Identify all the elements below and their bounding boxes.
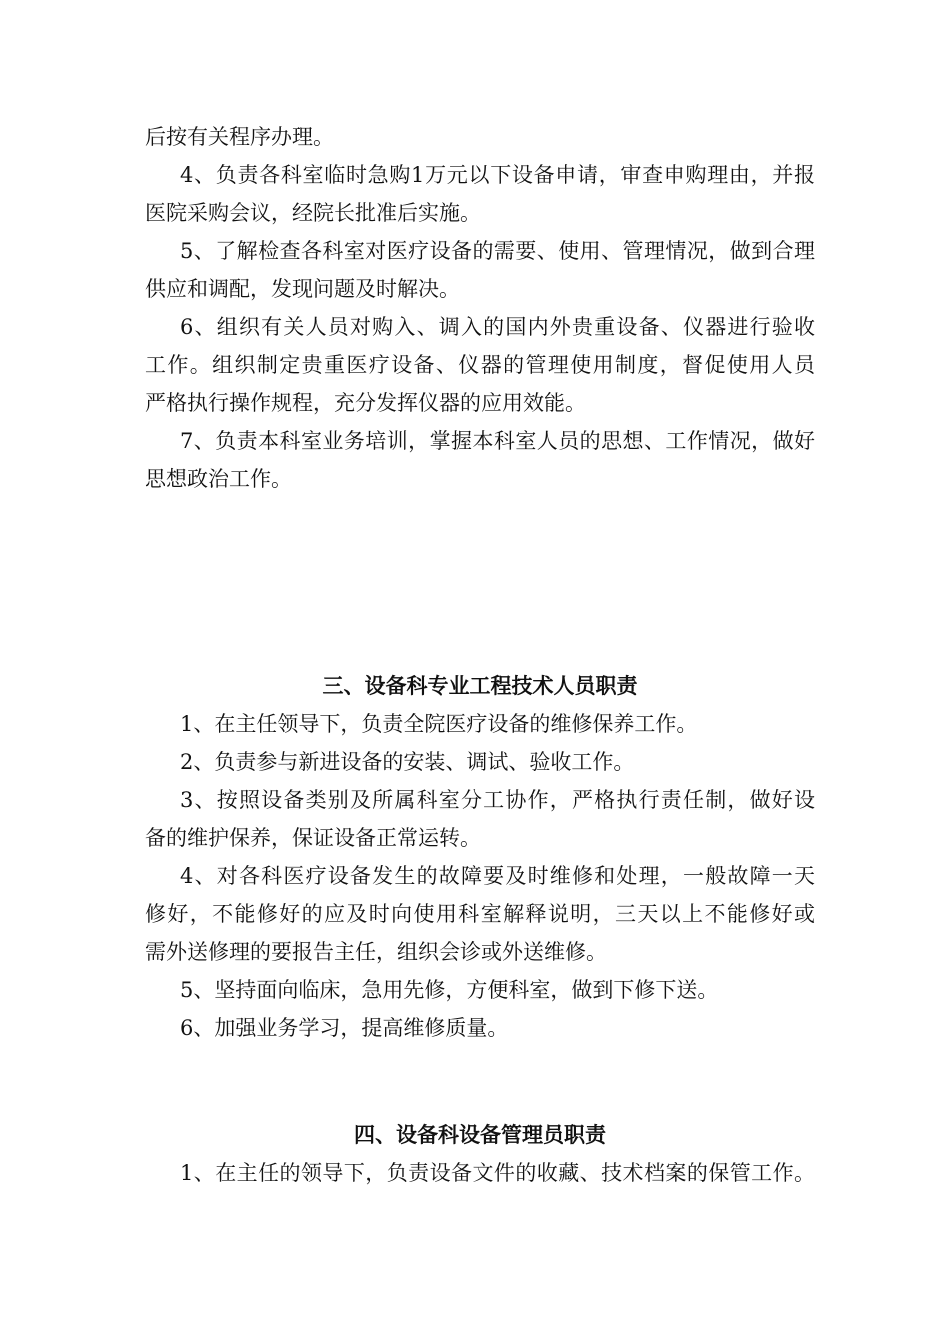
paragraph-line: 1、在主任的领导下，负责设备文件的收藏、技术档案的保管工作。: [180, 1161, 815, 1185]
paragraph-line: 5、了解检查各科室对医疗设备的需要、使用、管理情况，做到合理: [180, 239, 815, 263]
paragraph-line: 修好，不能修好的应及时向使用科室解释说明，三天以上不能修好或: [145, 902, 815, 926]
paragraph-line: 6、组织有关人员对购入、调入的国内外贵重设备、仪器进行验收: [180, 315, 815, 339]
paragraph-line: 1、在主任领导下，负责全院医疗设备的维修保养工作。: [180, 712, 698, 736]
paragraph-line: 3、按照设备类别及所属科室分工协作，严格执行责任制，做好设: [180, 788, 815, 812]
paragraph-line: 4、对各科医疗设备发生的故障要及时维修和处理，一般故障一天: [180, 864, 815, 888]
paragraph-line: 2、负责参与新进设备的安装、调试、验收工作。: [180, 750, 635, 774]
paragraph-line: 思想政治工作。: [145, 467, 292, 491]
paragraph-line: 4、负责各科室临时急购1万元以下设备申请，审查申购理由，并报: [180, 163, 815, 187]
paragraph-line: 医院采购会议，经院长批准后实施。: [145, 201, 481, 225]
section-title: 四、设备科设备管理员职责: [354, 1122, 606, 1147]
paragraph-line: 5、坚持面向临床，急用先修，方便科室，做到下修下送。: [180, 978, 719, 1002]
paragraph-line: 备的维护保养，保证设备正常运转。: [145, 826, 481, 850]
section-title: 三、设备科专业工程技术人员职责: [322, 673, 638, 698]
paragraph-line: 6、加强业务学习，提高维修质量。: [180, 1016, 509, 1040]
paragraph-line: 需外送修理的要报告主任，组织会诊或外送维修。: [145, 940, 607, 964]
paragraph-line: 工作。组织制定贵重医疗设备、仪器的管理使用制度，督促使用人员: [145, 353, 815, 377]
paragraph-line: 严格执行操作规程，充分发挥仪器的应用效能。: [145, 391, 586, 415]
paragraph-line: 7、负责本科室业务培训，掌握本科室人员的思想、工作情况，做好: [180, 429, 815, 453]
paragraph-line: 供应和调配，发现问题及时解决。: [145, 277, 460, 301]
paragraph-line: 后按有关程序办理。: [145, 125, 334, 149]
